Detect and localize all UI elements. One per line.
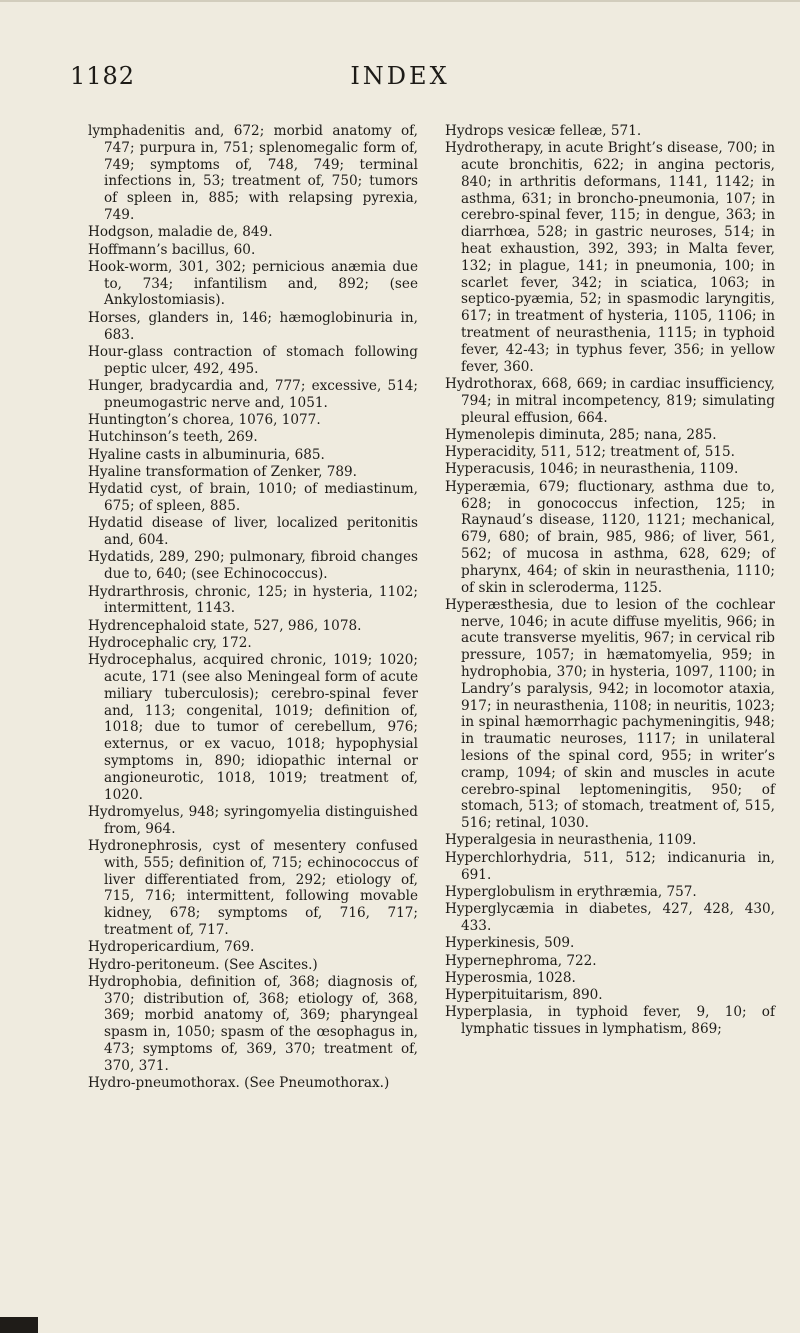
- index-entry: Hydromyelus, 948; syringomyelia distinguished from, 964.: [88, 803, 418, 837]
- index-entry: Hyperpituitarism, 890.: [445, 987, 603, 1004]
- index-entry: Hyperkinesis, 509.: [445, 935, 575, 952]
- index-entry: Hyperglobulism in erythræmia, 757.: [445, 883, 697, 900]
- index-column-left: [88, 123, 418, 1092]
- index-entry: Hyaline casts in albuminuria, 685.: [88, 446, 325, 463]
- index-entry: Hodgson, maladie de, 849.: [88, 224, 273, 241]
- index-entry: Hydrencephaloid state, 527, 986, 1078.: [88, 617, 362, 634]
- index-entry: Hydrocephalus, acquired chronic, 1019; 1020; acute, 171 (see also Meningeal form of acute miliary tuberculosis); cerebro-spinal fever and, 113; congenital, 1019; definition of, 1018; due to tumor of cerebellum, 976; externus, or ex vacuo, 1018; hypophysial symptoms in, 890; idiopathic internal or angioneurotic, 1018, 1019; treatment of, 1020.: [88, 652, 418, 803]
- index-entry: Hydrops vesicæ felleæ, 571.: [445, 123, 642, 139]
- binding-edge-mark: [0, 1317, 38, 1333]
- index-entry: Hour-glass contraction of stomach following peptic ulcer, 492, 495.: [88, 343, 418, 377]
- index-entry: Hyperæsthesia, due to lesion of the cochlear nerve, 1046; in acute diffuse myelitis, 966; in acute transverse myelitis, 967; in cervical rib pressure, 1057; in hæmatomyelia, 959; in hydrophobia, 370; in hysteria, 1097, 1100; in Landry’s paralysis, 942; in locomotor ataxia, 917; in neurasthenia, 1108; in neuritis, 1023; in spinal hæmorrhagic pachymeningitis, 948; in traumatic neuroses, 1117; in unilateral lesions of the spinal cord, 955; in writer’s cramp, 1094; of skin and muscles in acute cerebro-spinal leptomeningitis, 950; of stomach, 513; of stomach, treatment of, 515, 516; retinal, 1030.: [445, 596, 775, 832]
- page-number: 1182: [70, 62, 136, 90]
- index-entry: Hyperglycæmia in diabetes, 427, 428, 430, 433.: [445, 901, 775, 934]
- index-entry: Horses, glanders in, 146; hæmoglobinuria in, 683.: [88, 309, 418, 343]
- page-edge: [0, 0, 800, 2]
- index-entry: Hydrocephalic cry, 172.: [88, 634, 252, 651]
- index-entry: Hydropericardium, 769.: [88, 939, 255, 956]
- index-entry: Hypernephroma, 722.: [445, 952, 597, 969]
- index-entry: Hyperchlorhydria, 511, 512; indicanuria in, 691.: [445, 849, 775, 883]
- index-column-right: [445, 123, 775, 1039]
- index-entry: Hyperalgesia in neurasthenia, 1109.: [445, 832, 697, 849]
- page-title: INDEX: [350, 62, 450, 90]
- index-entry: Hydrarthrosis, chronic, 125; in hysteria, 1102; intermittent, 1143.: [88, 583, 418, 617]
- index-entry: Hyperacidity, 511, 512; treatment of, 515.: [445, 444, 735, 461]
- index-entry: Hydrophobia, definition of, 368; diagnosis of, 370; distribution of, 368; etiology of, 368, 369; morbid anatomy of, 369; pharyngeal spasm in, 1050; spasm of the œsophagus in, 473; symptoms of, 369, 370; treatment of, 370, 371.: [88, 973, 418, 1074]
- index-entry: Hunger, bradycardia and, 777; excessive, 514; pneumogastric nerve and, 1051.: [88, 377, 418, 411]
- index-entry: Hydrothorax, 668, 669; in cardiac insufficiency, 794; in mitral incompetency, 819; simulating pleural effusion, 664.: [445, 375, 775, 426]
- index-entry: Hydatid cyst, of brain, 1010; of mediastinum, 675; of spleen, 885.: [88, 481, 418, 515]
- index-entry: Hydronephrosis, cyst of mesentery confused with, 555; definition of, 715; echinococcus of liver differentiated from, 292; etiology of, 715, 716; intermittent, following movable kidney, 678; symptoms of, 716, 717; treatment of, 717.: [88, 837, 418, 938]
- index-entry: Huntington’s chorea, 1076, 1077.: [88, 412, 321, 429]
- index-entry: Hyperæmia, 679; fluctionary, asthma due to, 628; in gonococcus infection, 125; in Raynaud’s disease, 1120, 1121; mechanical, 679, 680; of brain, 985, 986; of liver, 561, 562; of mucosa in asthma, 628, 629; of pharynx, 464; of skin in neurasthenia, 1110; of skin in scleroderma, 1125.: [445, 478, 775, 596]
- index-entry: Hymenolepis diminuta, 285; nana, 285.: [445, 426, 717, 443]
- index-entry: Hyaline transformation of Zenker, 789.: [88, 463, 358, 480]
- index-entry: Hydatid disease of liver, localized peritonitis and, 604.: [88, 515, 418, 549]
- index-entry: Hyperplasia, in typhoid fever, 9, 10; of lymphatic tissues in lymphatism, 869;: [445, 1004, 775, 1038]
- index-entry: Hydrotherapy, in acute Bright’s disease, 700; in acute bronchitis, 622; in angina pectoris, 840; in arthritis deformans, 1141, 1142; in asthma, 631; in broncho-pneumonia, 107; in cerebro-spinal fever, 115; in dengue, 363; in diarrhœa, 528; in gastric neuroses, 514; in heat exhaustion, 392, 393; in Malta fever, 132; in plague, 141; in pneumonia, 100; in scarlet fever, 342; in sciatica, 1063; in septico-pyæmia, 52; in spasmodic laryngitis, 617; in treatment of hysteria, 1105, 1106; in treatment of neurasthenia, 1115; in typhoid fever, 42-43; in typhus fever, 356; in yellow fever, 360.: [445, 140, 775, 375]
- index-entry: Hutchinson’s teeth, 269.: [88, 429, 258, 446]
- index-entry: Hydro-pneumothorax. (See Pneumothorax.): [88, 1075, 390, 1092]
- index-entry: Hydro-peritoneum. (See Ascites.): [88, 956, 318, 973]
- index-entry: Hydatids, 289, 290; pulmonary, fibroid changes due to, 640; (see Echinococcus).: [88, 549, 418, 583]
- index-entry: Hyperacusis, 1046; in neurasthenia, 1109.: [445, 461, 739, 478]
- index-entry: Hook-worm, 301, 302; pernicious anæmia due to, 734; infantilism and, 892; (see Ankylostomiasis).: [88, 258, 418, 309]
- page-header: [0, 62, 800, 102]
- index-entry: lymphadenitis and, 672; morbid anatomy of, 747; purpura in, 751; splenomegalic form of, 749; symptoms of, 748, 749; terminal infections in, 53; treatment of, 750; tumors of spleen in, 885; with relapsing pyrexia, 749.: [88, 123, 418, 223]
- index-entry: Hyperosmia, 1028.: [445, 969, 576, 986]
- index-entry: Hoffmann’s bacillus, 60.: [88, 241, 256, 258]
